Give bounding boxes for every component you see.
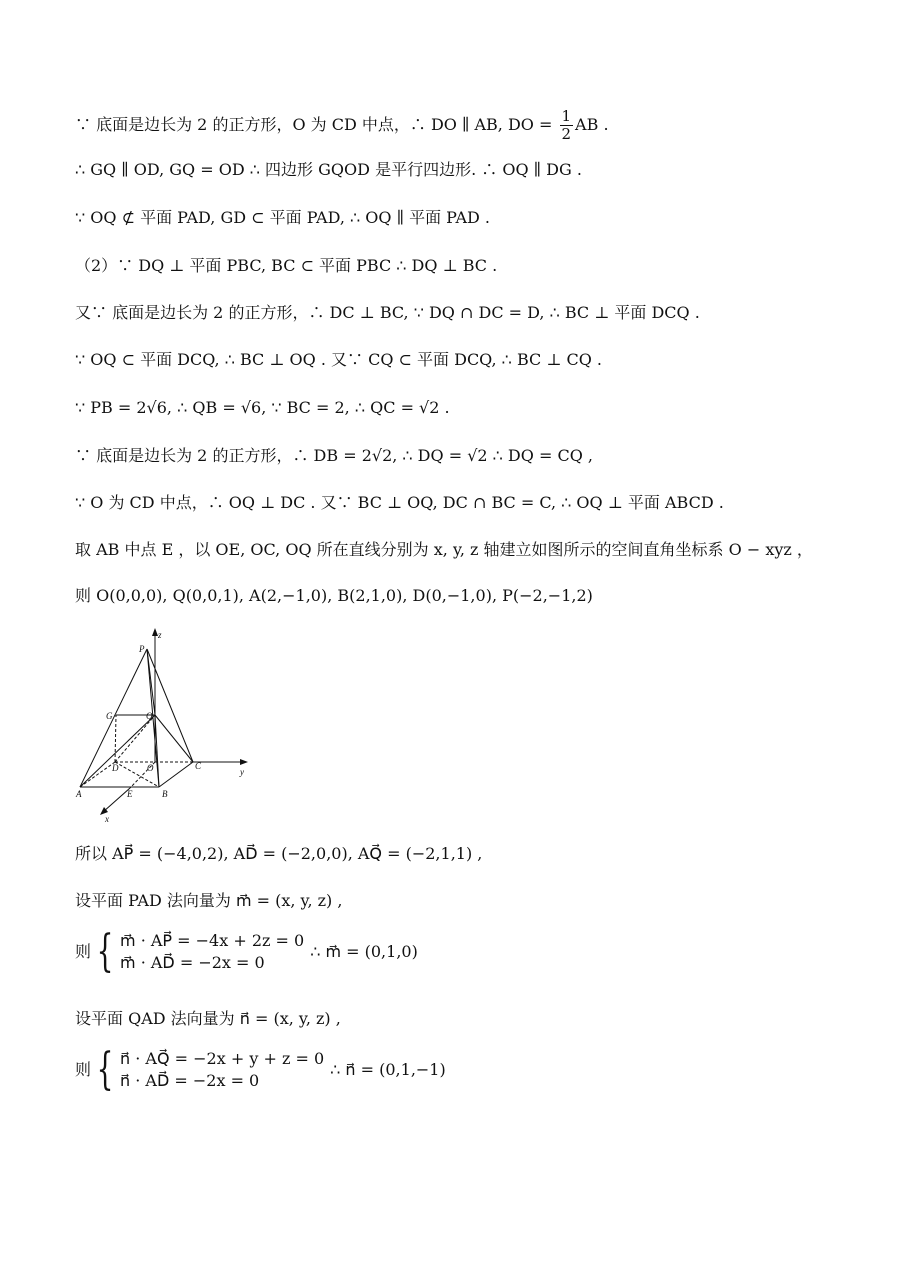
system-n-container	[75, 1044, 446, 1095]
x-axis	[103, 788, 130, 812]
label-Q: Q	[146, 711, 153, 721]
label-D: D	[112, 763, 119, 773]
system-row-2: n⃗ · AD⃗ = −2x = 0	[120, 1071, 260, 1090]
edge-QC	[155, 715, 193, 762]
system-m	[75, 926, 418, 977]
label-B: B	[162, 789, 168, 799]
edge-AD	[80, 762, 115, 787]
proof-line-13: 设平面 PAD 法向量为 m⃗ = (x, y, z) ,	[75, 891, 343, 910]
system-result: ∴ n⃗ = (0,1,−1)	[330, 1060, 446, 1079]
line-text: ∵ 底面是边长为 2 的正方形，O 为 CD 中点，∴ DO ∥ AB, DO =	[75, 115, 558, 134]
pyramid-figure	[75, 625, 265, 825]
frac-den: 2	[561, 125, 572, 143]
system-n	[75, 1044, 446, 1095]
left-brace-icon: {	[96, 1044, 114, 1095]
system-prefix: 则	[75, 942, 92, 961]
edge-AQ	[80, 715, 155, 787]
label-A: A	[76, 789, 82, 799]
system-m-container	[75, 926, 418, 977]
proof-line-9: ∵ O 为 CD 中点，∴ OQ ⊥ DC . 又∵ BC ⊥ OQ, DC ∩ BC = C, ∴ OQ ⊥ 平面 ABCD .	[75, 493, 724, 512]
system-rows	[120, 1048, 324, 1092]
proof-line-1	[75, 108, 609, 143]
label-x: x	[105, 814, 109, 824]
fraction-half	[560, 108, 574, 143]
system-result: ∴ m⃗ = (0,1,0)	[310, 942, 418, 961]
y-arrow	[240, 759, 248, 765]
proof-line-3: ∵ OQ ⊄ 平面 PAD, GD ⊂ 平面 PAD, ∴ OQ ∥ 平面 PAD .	[75, 208, 491, 227]
system-row-1: m⃗ · AP⃗ = −4x + 2z = 0	[120, 931, 305, 950]
edge-BC	[159, 762, 193, 787]
label-P: P	[139, 644, 145, 654]
proof-line-6: ∵ OQ ⊂ 平面 DCQ, ∴ BC ⊥ OQ . 又∵ CQ ⊂ 平面 DCQ, ∴ BC ⊥ CQ .	[75, 350, 602, 369]
line-tail: AB .	[575, 115, 609, 134]
label-z: z	[158, 630, 162, 640]
proof-line-8: ∵ 底面是边长为 2 的正方形，∴ DB = 2√2, ∴ DQ = √2 ∴ DQ = CQ ,	[75, 446, 593, 465]
proof-line-7: ∵ PB = 2√6, ∴ QB = √6, ∵ BC = 2, ∴ QC = √2 .	[75, 398, 450, 417]
system-prefix: 则	[75, 1060, 92, 1079]
label-y: y	[240, 767, 244, 777]
proof-line-15: 设平面 QAD 法向量为 n⃗ = (x, y, z) ,	[75, 1009, 341, 1028]
label-G: G	[106, 711, 113, 721]
proof-line-4: （2）∵ DQ ⊥ 平面 PBC, BC ⊂ 平面 PBC ∴ DQ ⊥ BC .	[75, 256, 498, 275]
edge-DG	[115, 715, 116, 762]
proof-line-12: 所以 AP⃗ = (−4,0,2), AD⃗ = (−2,0,0), AQ⃗ = (−2,1,1) ,	[75, 844, 483, 863]
proof-line-5: 又∵ 底面是边长为 2 的正方形，∴ DC ⊥ BC, ∵ DQ ∩ DC = D, ∴ BC ⊥ 平面 DCQ .	[75, 303, 700, 322]
label-C: C	[195, 761, 202, 771]
left-brace-icon: {	[96, 926, 114, 977]
proof-line-11: 则 O(0,0,0), Q(0,0,1), A(2,−1,0), B(2,1,0), D(0,−1,0), P(−2,−1,2)	[75, 586, 593, 605]
proof-line-2: ∴ GQ ∥ OD, GQ = OD ∴ 四边形 GQOD 是平行四边形. ∴ OQ ∥ DG .	[75, 160, 582, 179]
label-O: O	[147, 763, 154, 773]
system-row-2: m⃗ · AD⃗ = −2x = 0	[120, 953, 265, 972]
edge-DQ	[115, 715, 155, 762]
label-E: E	[127, 789, 133, 799]
system-row-1: n⃗ · AQ⃗ = −2x + y + z = 0	[120, 1049, 325, 1068]
frac-num: 1	[561, 107, 572, 125]
system-rows	[120, 930, 304, 974]
proof-line-10: 取 AB 中点 E ，以 OE, OC, OQ 所在直线分别为 x, y, z 轴建立如图所示的空间直角坐标系 O − xyz ，	[75, 540, 813, 559]
